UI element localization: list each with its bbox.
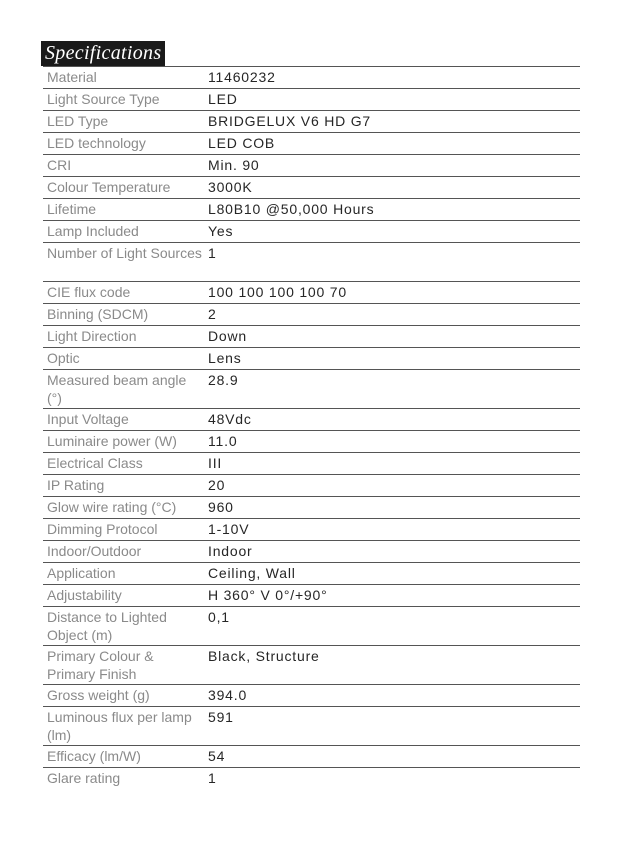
spec-row: [43, 496, 580, 518]
spec-value: Black, Structure: [208, 648, 320, 664]
spec-row: [43, 584, 580, 606]
spec-value: Lens: [208, 350, 242, 366]
spec-row: [43, 369, 580, 408]
spec-row: [43, 606, 580, 645]
spec-row: [43, 325, 580, 347]
spec-label: IP Rating: [47, 477, 105, 493]
spec-row: [43, 767, 580, 789]
spec-row: [43, 745, 580, 767]
spec-value: 394.0: [208, 687, 248, 703]
spec-row: [43, 281, 580, 303]
spec-value: L80B10 @50,000 Hours: [208, 201, 375, 217]
spec-row: [43, 430, 580, 452]
spec-row: [43, 474, 580, 496]
spec-label: Indoor/Outdoor: [47, 543, 142, 559]
spec-row: [43, 408, 580, 430]
spec-value: LED: [208, 91, 238, 107]
spec-row: [43, 132, 580, 154]
spec-row: [43, 303, 580, 325]
spec-label: CRI: [47, 157, 72, 173]
spec-row: [43, 645, 580, 684]
spec-row: [43, 452, 580, 474]
spec-label: Distance to Lighted Object (m): [47, 609, 167, 643]
spec-label: Primary Colour & Primary Finish: [47, 648, 154, 682]
spec-label: Optic: [47, 350, 80, 366]
spec-label: Material: [47, 69, 97, 85]
spec-row: [43, 220, 580, 242]
spec-label: LED Type: [47, 113, 109, 129]
spec-row: [43, 562, 580, 584]
spec-value: 48Vdc: [208, 411, 252, 427]
spec-row: [43, 176, 580, 198]
spec-label: Binning (SDCM): [47, 306, 149, 322]
section-title: Specifications: [41, 41, 165, 66]
spec-row: [43, 66, 580, 88]
spec-row: [43, 706, 580, 745]
spec-value: 960: [208, 499, 234, 515]
spec-row: [43, 88, 580, 110]
spec-label: Electrical Class: [47, 455, 143, 471]
spec-value: Ceiling, Wall: [208, 565, 296, 581]
spec-label: Adjustability: [47, 587, 122, 603]
spec-value: 2: [208, 306, 217, 322]
spec-label: Luminaire power (W): [47, 433, 177, 449]
spec-label: Luminous flux per lamp (lm): [47, 709, 192, 743]
spec-value: H 360° V 0°/+90°: [208, 587, 328, 603]
spec-value: 100 100 100 100 70: [208, 284, 347, 300]
spec-value: Indoor: [208, 543, 253, 559]
spec-label: Colour Temperature: [47, 179, 171, 195]
spec-label: Gross weight (g): [47, 687, 150, 703]
spec-label: Number of Light Sources: [47, 245, 202, 261]
spec-label: Lamp Included: [47, 223, 139, 239]
spec-label: Glow wire rating (°C): [47, 499, 177, 515]
spec-row: [43, 154, 580, 176]
spec-label: Measured beam angle (°): [47, 372, 187, 406]
spec-value: 28.9: [208, 372, 239, 388]
spec-value: III: [208, 455, 223, 471]
spec-label: Efficacy (lm/W): [47, 748, 141, 764]
spec-label: Input Voltage: [47, 411, 129, 427]
spec-label: CIE flux code: [47, 284, 131, 300]
spec-value: 1-10V: [208, 521, 250, 537]
spec-value: 591: [208, 709, 234, 725]
spec-value: Min. 90: [208, 157, 260, 173]
spec-value: 20: [208, 477, 226, 493]
spec-label: Lifetime: [47, 201, 97, 217]
spec-row: [43, 540, 580, 562]
spec-row: [43, 684, 580, 706]
spec-value: Down: [208, 328, 247, 344]
spec-label: Light Direction: [47, 328, 137, 344]
spec-value: 11460232: [208, 69, 276, 85]
spec-label: LED technology: [47, 135, 146, 151]
spec-row: [43, 242, 580, 281]
spec-label: Dimming Protocol: [47, 521, 158, 537]
spec-value: 1: [208, 245, 217, 261]
spec-value: BRIDGELUX V6 HD G7: [208, 113, 371, 129]
spec-value: 1: [208, 770, 217, 786]
spec-value: 11.0: [208, 433, 238, 449]
spec-row: [43, 347, 580, 369]
spec-row: [43, 110, 580, 132]
spec-label: Light Source Type: [47, 91, 160, 107]
spec-value: Yes: [208, 223, 234, 239]
spec-label: Glare rating: [47, 770, 121, 786]
spec-value: 0,1: [208, 609, 230, 625]
spec-row: [43, 198, 580, 220]
spec-label: Application: [47, 565, 116, 581]
spec-value: LED COB: [208, 135, 276, 151]
specifications-table: [43, 66, 580, 789]
spec-value: 54: [208, 748, 226, 764]
spec-row: [43, 518, 580, 540]
spec-value: 3000K: [208, 179, 253, 195]
